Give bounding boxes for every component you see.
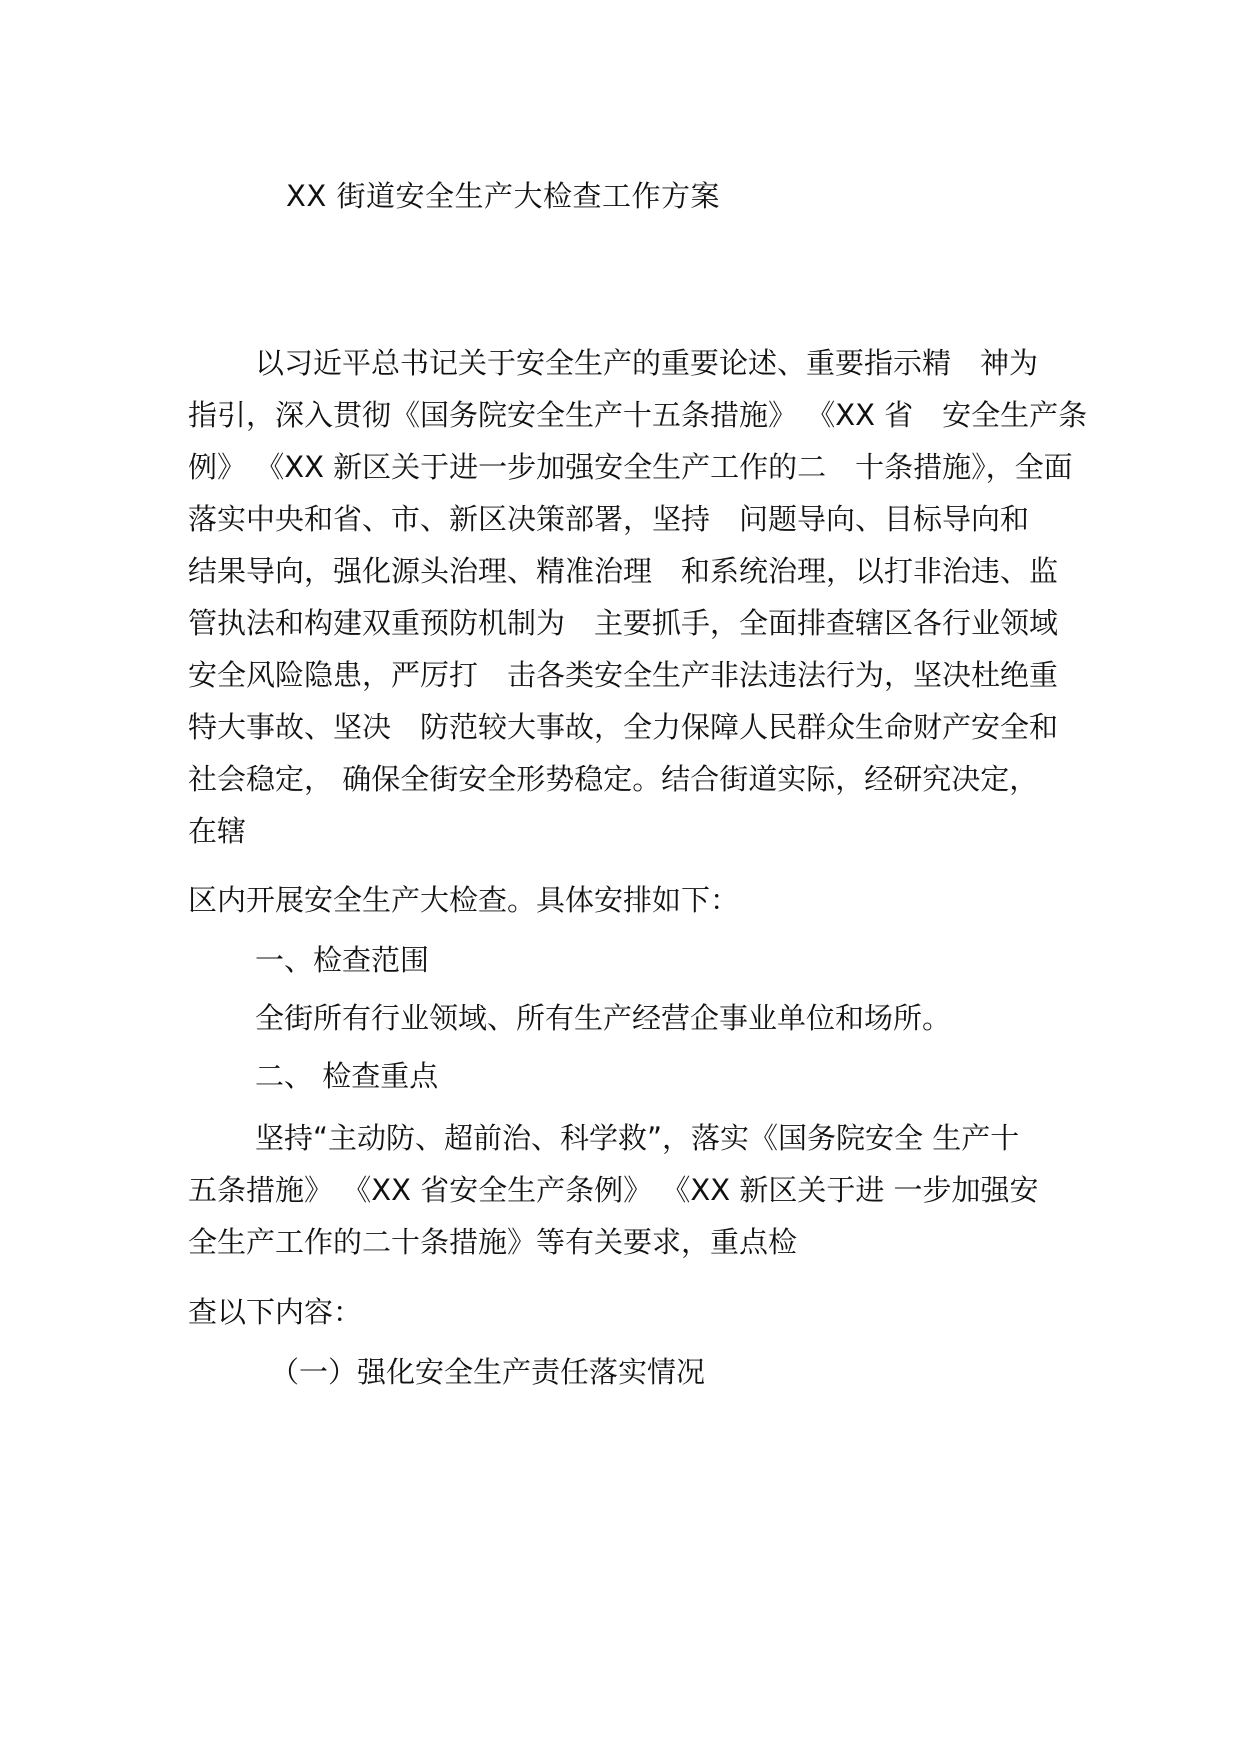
paragraph-line: 特大事故、坚决 防范较大事故，全力保障人民群众生命财产安全和	[188, 710, 1059, 744]
paragraph-line: 落实中央和省、市、新区决策部署，坚持 问题导向、目标导向和	[188, 502, 1030, 536]
paragraph-line: 安全风险隐患，严厉打 击各类安全生产非法违法行为，坚决杜绝重	[188, 658, 1059, 692]
paragraph-line: 全街所有行业领域、所有生产经营企事业单位和场所。	[255, 1001, 952, 1035]
paragraph-line: 指引，深入贯彻《国务院安全生产十五条措施》 《XX 省 安全生产条	[188, 398, 1088, 432]
paragraph-line: 全生产工作的二十条措施》等有关要求，重点检	[188, 1225, 798, 1259]
section-heading: 二、 检查重点	[255, 1059, 439, 1093]
subsection-heading: （一）强化安全生产责任落实情况	[270, 1355, 706, 1389]
paragraph-line: 管执法和构建双重预防机制为 主要抓手，全面排查辖区各行业领域	[188, 606, 1059, 640]
paragraph-line: 区内开展安全生产大检查。具体安排如下：	[188, 883, 740, 917]
paragraph-line: 社会稳定， 确保全街安全形势稳定。结合街道实际，经研究决定，	[188, 762, 1039, 796]
paragraph-line: 坚持“主动防、超前治、科学救”，落实《国务院安全 生产十	[255, 1121, 1020, 1155]
paragraph-line: 在辖	[188, 814, 247, 848]
paragraph-line: 五条措施》 《XX 省安全生产条例》 《XX 新区关于进 一步加强安	[188, 1173, 1039, 1207]
paragraph-line: 结果导向，强化源头治理、精准治理 和系统治理，以打非治违、监	[188, 554, 1059, 588]
paragraph-line: 以习近平总书记关于安全生产的重要论述、重要指示精 神为	[255, 346, 1039, 380]
paragraph-line: 例》 《XX 新区关于进一步加强安全生产工作的二 十条措施》，全面	[188, 450, 1073, 484]
document-title: XX 街道安全生产大检查工作方案	[286, 179, 720, 213]
paragraph-line: 查以下内容：	[188, 1295, 363, 1329]
section-heading: 一、检查范围	[255, 943, 430, 977]
